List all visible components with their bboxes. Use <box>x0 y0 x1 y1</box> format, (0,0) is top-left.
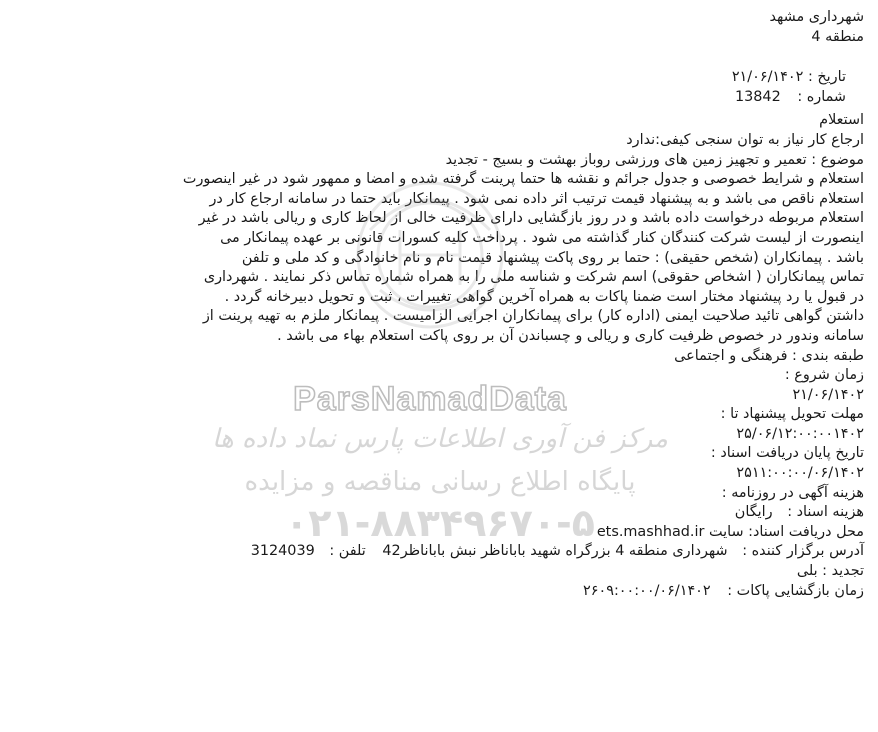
body-line: استعلام ناقص می باشد و به پیشنهاد قیمت ترتیب اثر داده نمی شود . پیمانکار باید حتما در سامانه ارجاع کار در <box>209 190 864 207</box>
doc-cost-row <box>16 503 864 523</box>
doc-type: استعلام <box>819 112 864 129</box>
opening-value: ۲۶۰۹:۰۰:۰۰/۰۶/۱۴۰۲ <box>583 582 711 599</box>
opening-row <box>16 582 864 602</box>
organizer-label: آدرس برگزار کننده : <box>742 543 864 560</box>
referral-line: ارجاع کار نیاز به توان سنجی کیفی:ندارد <box>626 131 864 148</box>
category-line: طبقه بندی : فرهنگی و اجتماعی <box>674 347 864 364</box>
body-line: در قبول یا رد پیشنهاد مختار است ضمنا پاکات به همراه آخرین گواهی تغییرات ، ثبت و تحویل دبیرخانه گردد . <box>224 288 864 305</box>
watermark-phone: ۰۲۱-۸۸۳۴۹۶۷۰-۵ <box>285 501 595 545</box>
date-label: تاریخ : <box>807 69 846 86</box>
organizer-address: شهرداری منطقه 4 بزرگراه شهید باباناظر نبش باباناظر42 <box>382 543 728 560</box>
body-line: داشتن گواهی تائید صلاحیت ایمنی (اداره کار) برای پیمانکاران اجرایی الزامیست . پیمانکار ملزم به تهیه پرینت از <box>202 308 864 325</box>
start-label: زمان شروع : <box>784 367 864 384</box>
region-name: منطقه 4 <box>811 28 864 45</box>
doc-location-row <box>16 523 864 543</box>
watermark-line-2: پایگاه اطلاع رسانی مناقصه و مزایده <box>244 467 636 497</box>
deadline-label: مهلت تحویل پیشنهاد تا : <box>720 406 864 423</box>
organizer-row <box>16 542 864 562</box>
phone-value: 3124039 <box>250 543 315 560</box>
number-value: 13842 <box>734 88 781 105</box>
doc-receive-end-label: تاریخ پایان دریافت اسناد : <box>710 445 864 462</box>
doc-cost-value: رایگان <box>734 504 773 521</box>
body-line: تماس پیمانکاران ( اشخاص حقوقی) اسم شرکت و شناسه ملی را به همراه شماره تماس ذکر نمایند . شهرداری <box>203 269 864 286</box>
number-row <box>16 88 864 108</box>
body-line: استعلام و شرایط خصوصی و جدول جرائم و نقشه ها حتما پرینت گرفته شده و امضا و ممهور شود در غیر اینصورت <box>182 171 864 188</box>
body-line: اینصورت از لیست شرکت کنندگان کنار گذاشته می شود . پرداخت کلیه کسورات قانونی بر عهده پیمانکار می <box>220 229 864 246</box>
number-label: شماره : <box>797 88 846 105</box>
ad-cost-line: هزینه آگهی در روزنامه : <box>721 484 864 501</box>
doc-receive-end-value: ۲۵۱۱:۰۰:۰۰/۰۶/۱۴۰۲ <box>736 465 864 482</box>
deadline-value: ۲۵/۰۶/۱۲:۰۰:۰۰۱۴۰۲ <box>736 425 864 442</box>
subject-line: موضوع : تعمیر و تجهیز زمین های ورزشی روباز بهشت و بسیج - تجدید <box>445 151 864 168</box>
body-line: باشد . پیمانکاران (شخص حقیقی) : حتما بر روی پاکت پیشنهاد قیمت نام و نام خانوادگی و کد ملی و تلفن <box>241 249 864 266</box>
doc-location-site[interactable]: ets.mashhad.ir <box>596 523 705 540</box>
date-value: ۲۱/۰۶/۱۴۰۲ <box>731 69 804 86</box>
watermark-line-1: مرکز فن آوری اطلاعات پارس نماد داده ها <box>212 424 668 454</box>
doc-location-label: محل دریافت اسناد: سایت <box>709 523 864 540</box>
org-name: شهرداری مشهد <box>769 9 864 25</box>
body-line: استعلام مربوطه درخواست داده باشد و در روز بازگشایی دارای ظرفیت خالی از لحاظ کاری و ریالی باشد در غیر <box>198 210 864 227</box>
date-row <box>16 68 864 88</box>
opening-label: زمان بازگشایی پاکات : <box>727 582 864 599</box>
body-line: سامانه وندور در خصوص ظرفیت کاری و ریالی و چسباندن آن بر روی پاکت استعلام بهاء می باشد . <box>277 327 864 344</box>
body-text <box>16 170 864 346</box>
start-value: ۲۱/۰۶/۱۴۰۲ <box>792 386 864 403</box>
renewal-line: تجدید : بلی <box>796 563 864 580</box>
watermark-brand: ParsNamadData <box>293 380 567 418</box>
doc-cost-label: هزینه اسناد : <box>787 504 864 521</box>
phone-label: تلفن : <box>329 543 366 560</box>
